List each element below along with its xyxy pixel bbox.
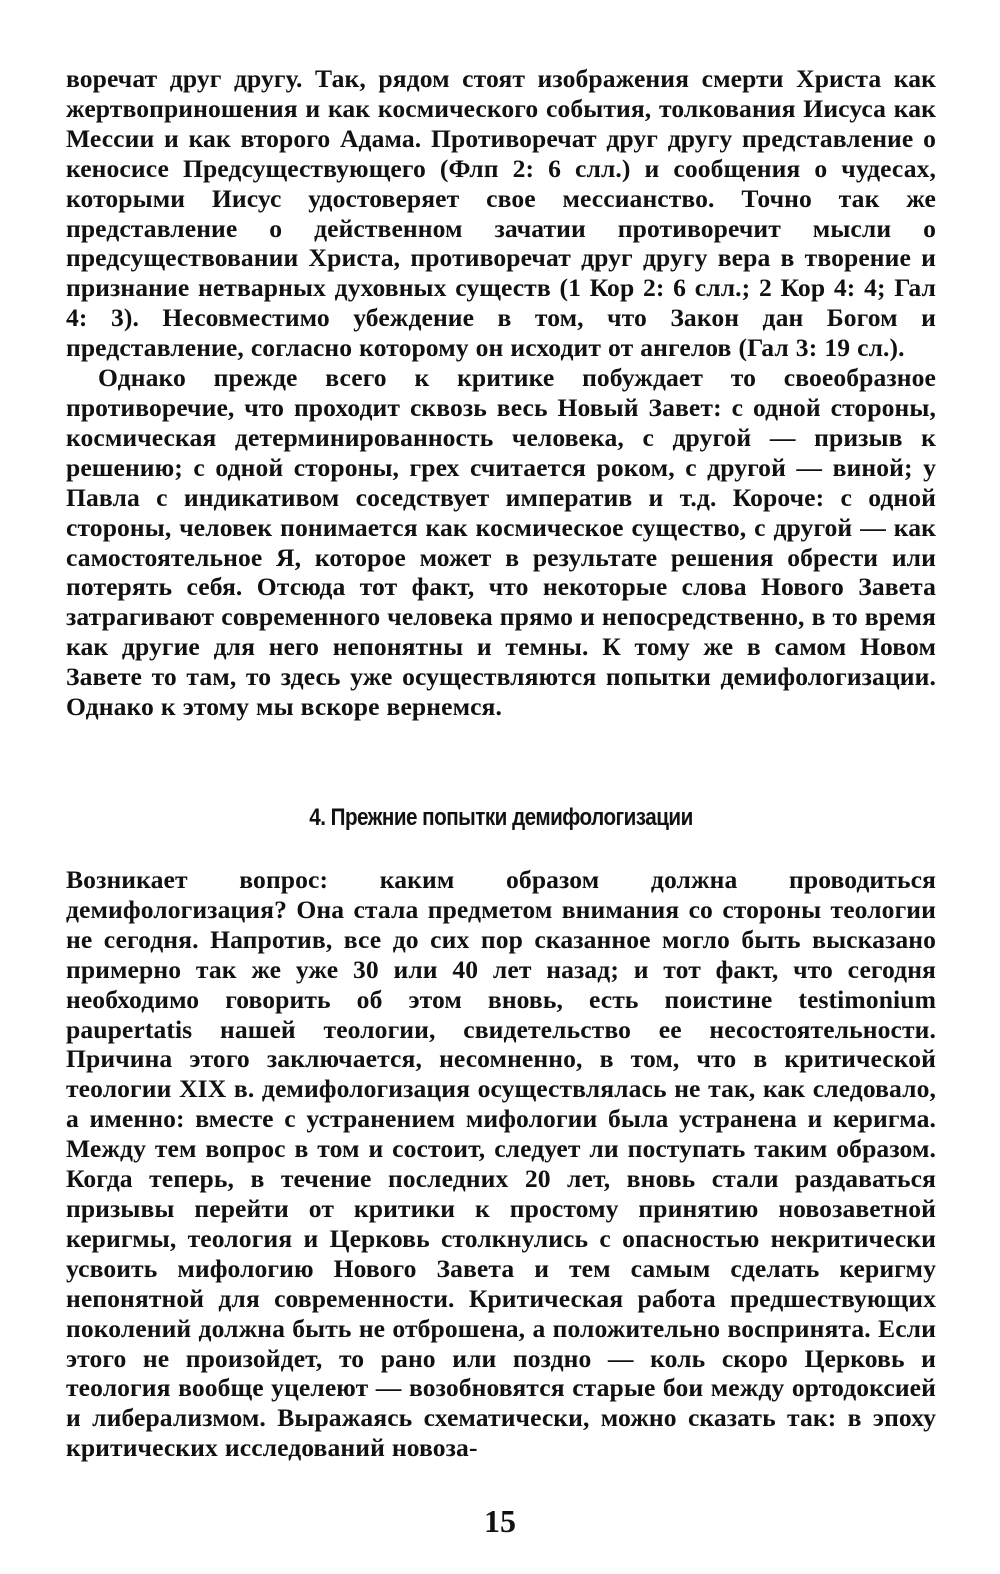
page-number: 15 [484,1503,516,1539]
section-text-block [66,865,936,1463]
paragraph-1: воречат друг другу. Так, рядом стоят изображения смерти Христа как жертвоприношения и как космического события, толкования Иисуса как Мессии и как второго Адама. Противоречат друг другу представление о кеносисе Предсуществующего (Флп 2: 6 слл.) и сообщения о чудесах, которыми Иисус удостоверяет свое мессианство. Точно так же представление о действенном зачатии противоречит мысли о предсуществовании Христа, противоречат друг другу вера в творение и признание нетварных духовных существ (1 Кор 2: 6 слл.; 2 Кор 4: 4; Гал 4: 3). Несовместимо убеждение в том, что Закон дан Богом и представление, согласно которому он исходит от ангелов (Гал 3: 19 сл.). [66,64,936,363]
top-text-block [66,64,936,722]
paragraph-3: Возникает вопрос: каким образом должна проводиться демифологизация? Она стала предметом внимания со стороны теологии не сегодня. Напротив, все до сих пор сказанное могло быть высказано примерно так же уже 30 или 40 лет назад; и тот факт, что сегодня необходимо говорить об этом вновь, есть поистине testimonium paupertatis нашей теологии, свидетельство ее несостоятельности. Причина этого заключается, несомненно, в том, что в критической теологии XIX в. демифологизация осуществлялась не так, как следовало, а именно: вместе с устранением мифологии была устранена и керигма. Между тем вопрос в том и состоит, следует ли поступать таким образом. Когда теперь, в течение последних 20 лет, вновь стали раздаваться призывы перейти от критики к простому принятию новозаветной керигмы, теология и Церковь столкнулись с опасностью некритически усвоить мифологию Нового Завета и тем самым сделать керигму непонятной для современности. Критическая работа предшествующих поколений должна быть не отброшена, а положительно воспринята. Если этого не произойдет, то рано или поздно — коль скоро Церковь и теология вообще уцелеют — возобновятся старые бои между ортодоксией и либерализмом. Выражаясь схематически, можно сказать так: в эпоху критических исследований новоза- [66,865,936,1463]
section-heading: 4. Прежние попытки демифологизации [309,804,693,831]
paragraph-2: Однако прежде всего к критике побуждает то своеобразное противоречие, что проходит сквозь весь Новый Завет: с одной стороны, космическая детерминированность человека, с другой — призыв к решению; с одной стороны, грех считается роком, с другой — виной; у Павла с индикативом соседствует императив и т.д. Короче: с одной стороны, человек понимается как космическое существо, с другой — как самостоятельное Я, которое может в результате решения обрести или потерять себя. Отсюда тот факт, что некоторые слова Нового Завета затрагивают современного человека прямо и непосредственно, в то время как другие для него непонятны и темны. К тому же в самом Новом Завете то там, то здесь уже осуществляются попытки демифологизации. Однако к этому мы вскоре вернемся. [66,363,936,722]
